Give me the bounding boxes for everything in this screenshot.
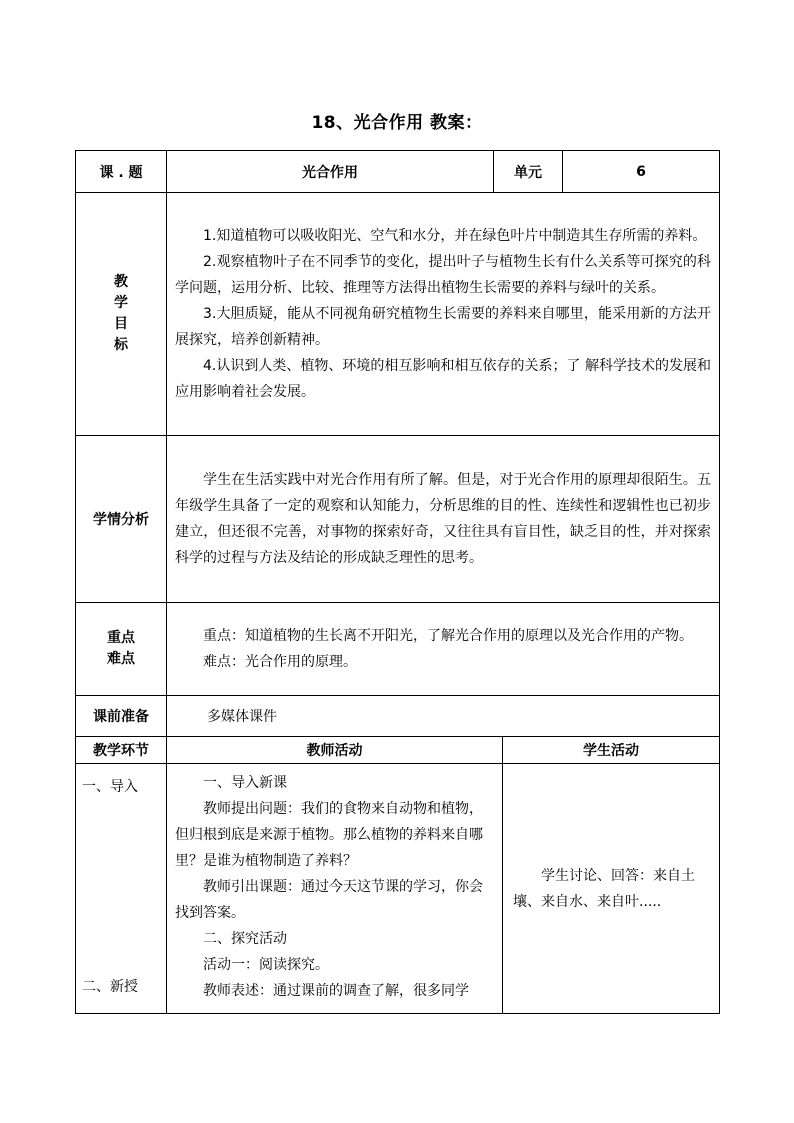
header-row — [76, 151, 720, 193]
objectives-row — [76, 193, 720, 436]
topic-value: 光合作用 — [167, 151, 494, 193]
student-activity: 学生讨论、回答：来自土壤、来自水、来自叶..... — [503, 764, 720, 1014]
page-title: 18、光合作用 教案： — [311, 113, 483, 133]
teacher-line: 一、导入新课 — [203, 775, 287, 791]
process-header-row — [76, 737, 720, 764]
step-header: 教学环节 — [76, 737, 167, 764]
key-points-row — [76, 603, 720, 696]
teacher-header: 教师活动 — [167, 737, 503, 764]
preparation-row — [76, 696, 720, 737]
objectives-content — [167, 193, 720, 436]
objective-item: 2.观察植物叶子在不同季节的变化，提出叶子与植物生长有什么关系等可探究的科学问题，运用分析、比较、推理等方法得出植物生长需要的养料与绿叶的关系。 — [175, 254, 711, 296]
step-intro: 一、导入 — [82, 779, 138, 795]
objectives-label: 教 学 目 标 — [76, 193, 167, 436]
teacher-line: 二、探究活动 — [203, 931, 287, 947]
key-points-content — [167, 603, 720, 696]
teacher-line: 教师提出问题：我们的食物来自动物和植物，但归根到底是来源于植物。那么植物的养料来自哪里？是谁为植物制造了养料？ — [175, 801, 483, 869]
student-header: 学生活动 — [503, 737, 720, 764]
unit-value: 6 — [563, 151, 720, 193]
preparation-label: 课前准备 — [76, 696, 167, 737]
teacher-line: 活动一：阅读探究。 — [203, 957, 329, 973]
teacher-line: 教师表述：通过课前的调查了解，很多同学 — [203, 983, 469, 999]
key-points-label: 重点 难点 — [76, 603, 167, 696]
lesson-plan-table — [75, 150, 720, 1014]
difficult-point: 难点：光合作用的原理。 — [203, 654, 357, 670]
unit-label: 单元 — [494, 151, 563, 193]
preparation-value: 多媒体课件 — [167, 696, 720, 737]
teacher-line: 教师引出课题：通过今天这节课的学习，你会找到答案。 — [175, 879, 483, 921]
objective-item: 4.认识到人类、植物、环境的相互影响和相互依存的关系；了 解科学技术的发展和应用影响着社会发展。 — [175, 358, 711, 400]
analysis-label: 学情分析 — [76, 436, 167, 603]
process-row — [76, 764, 720, 1014]
objective-item: 3.大胆质疑，能从不同视角研究植物生长需要的养料来自哪里，能采用新的方法开展探究，培养创新精神。 — [175, 306, 711, 348]
analysis-content: 学生在生活实践中对光合作用有所了解。但是，对于光合作用的原理却很陌生。五年级学生具备了一定的观察和认知能力，分析思维的目的性、连续性和逻辑性也已初步建立，但还很不完善，对事物的探索好奇，又往往具有盲目性，缺乏目的性，并对探索科学的过程与方法及结论的形成缺乏理性的思考。 — [167, 436, 720, 603]
topic-label: 课 . 题 — [76, 151, 167, 193]
teacher-activity — [167, 764, 503, 1014]
key-point: 重点：知道植物的生长离不开阳光，了解光合作用的原理以及光合作用的产物。 — [203, 628, 693, 644]
step-new-lesson: 二、新授 — [82, 979, 138, 995]
process-step-cell — [76, 764, 167, 1014]
objective-item: 1.知道植物可以吸收阳光、空气和水分，并在绿色叶片中制造其生存所需的养料。 — [203, 228, 707, 244]
analysis-row — [76, 436, 720, 603]
